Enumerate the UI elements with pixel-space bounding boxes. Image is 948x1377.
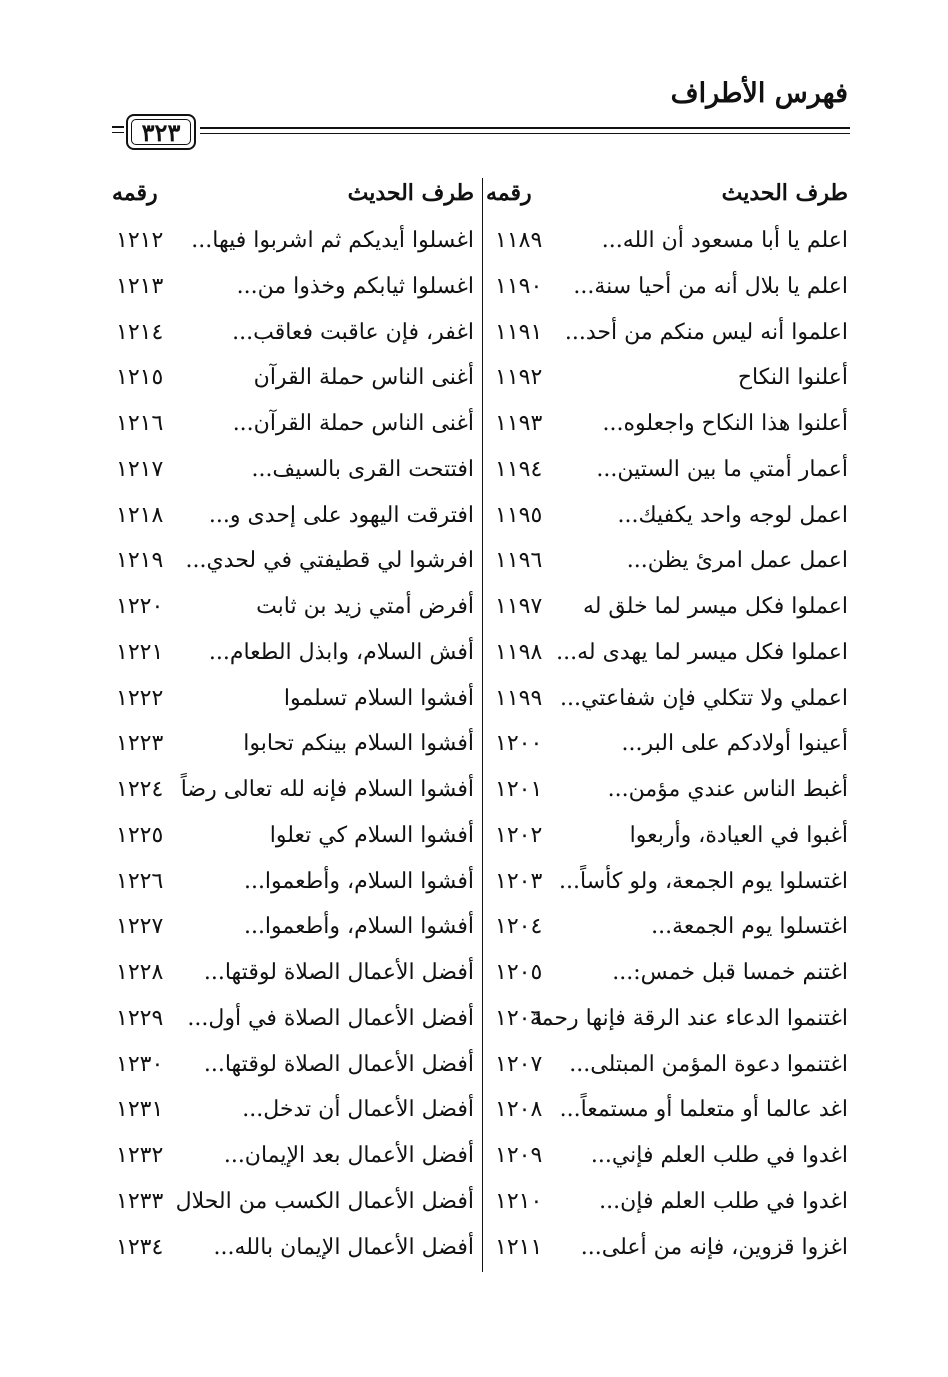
left-hadith-text: أفرض أمتي زيد بن ثابت (256, 594, 474, 619)
right-hadith-text: اعمل لوجه واحد يكفيك... (617, 503, 848, 528)
left-hadith-text: أفشوا السلام، وأطعموا... (243, 869, 474, 894)
left-hadith-text: أفشوا السلام تسلموا (283, 686, 474, 711)
left-hadith-number: ١٢٣٢ (116, 1143, 164, 1168)
left-hadith-number: ١٢٢٣ (116, 731, 164, 756)
page-number: ٣٢٣ (126, 114, 196, 150)
right-hadith-number: ١١٩٧ (495, 594, 543, 619)
header-dash-thin (112, 132, 124, 133)
right-hadith-text: اعلم يا أبا مسعود أن الله... (601, 228, 848, 253)
left-hadith-number: ١٢٢٥ (116, 823, 164, 848)
left-hadith-number: ١٢٣٣ (116, 1189, 164, 1214)
left-hadith-text: اغفر، فإن عاقبت فعاقب... (232, 320, 474, 345)
left-hadith-text: افتتحت القرى بالسيف... (251, 457, 474, 482)
left-hadith-number: ١٢٢٧ (116, 914, 164, 939)
left-hadith-number: ١٢٢٦ (116, 869, 164, 894)
right-hadith-number: ١١٩٠ (495, 274, 543, 299)
right-hadith-number: ١٢٠٣ (495, 869, 543, 894)
left-hadith-text: أفضل الأعمال الكسب من الحلال (175, 1189, 474, 1214)
right-hadith-header: طرف الحديث (721, 180, 848, 206)
right-hadith-text: اغدوا في طلب العلم فإني... (590, 1143, 848, 1168)
left-hadith-number: ١٢١٢ (116, 228, 164, 253)
left-hadith-number: ١٢٢١ (116, 640, 164, 665)
left-hadith-text: أفضل الأعمال أن تدخل... (242, 1097, 474, 1122)
right-hadith-number: ١٢٠٦ (495, 1006, 543, 1031)
left-hadith-text: أفضل الأعمال الإيمان بالله... (213, 1235, 474, 1260)
right-hadith-number: ١٢٠٢ (495, 823, 543, 848)
left-hadith-text: أفش السلام، وابذل الطعام... (208, 640, 474, 665)
left-hadith-text: افرشوا لي قطيفتي في لحدي... (185, 548, 474, 573)
left-hadith-number: ١٢٣٠ (116, 1052, 164, 1077)
left-hadith-number: ١٢١٥ (116, 365, 164, 390)
left-hadith-number: ١٢١٨ (116, 503, 164, 528)
left-hadith-text: أفضل الأعمال بعد الإيمان... (223, 1143, 474, 1168)
right-hadith-text: اغد عالما أو متعلما أو مستمعاً... (559, 1097, 848, 1122)
right-hadith-number: ١١٩٦ (495, 548, 543, 573)
right-hadith-text: اعلموا أنه ليس منكم من أحد... (564, 320, 848, 345)
right-hadith-number: ١١٩٨ (495, 640, 543, 665)
left-hadith-number: ١٢١٣ (116, 274, 164, 299)
right-hadith-text: أعينوا أولادكم على البر... (621, 731, 848, 756)
right-hadith-number: ١١٩٢ (495, 365, 543, 390)
right-hadith-number: ١٢٠٨ (495, 1097, 543, 1122)
left-hadith-number: ١٢٣١ (116, 1097, 164, 1122)
right-hadith-number: ١٢٠٤ (495, 914, 543, 939)
left-hadith-text: أغنى الناس حملة القرآن... (232, 411, 474, 436)
right-hadith-text: اغدوا في طلب العلم فإن... (599, 1189, 848, 1214)
right-hadith-text: اعلم يا بلال أنه من أحيا سنة... (573, 274, 848, 299)
left-hadith-text: أفشوا السلام فإنه لله تعالى رضاً (180, 777, 474, 802)
left-hadith-text: أفضل الأعمال الصلاة لوقتها... (203, 1052, 474, 1077)
left-hadith-number: ١٢٢٩ (116, 1006, 164, 1031)
right-hadith-text: أغبط الناس عندي مؤمن... (607, 777, 848, 802)
right-hadith-text: اغتسلوا يوم الجمعة، ولو كأساً... (559, 869, 848, 894)
right-hadith-text: اعملوا فكل ميسر لما يهدى له... (556, 640, 848, 665)
right-hadith-text: اعمل عمل امرئ يظن... (626, 548, 848, 573)
right-hadith-text: أغبوا في العيادة، وأربعوا (629, 823, 848, 848)
right-hadith-number: ١٢١٠ (495, 1189, 543, 1214)
right-hadith-number: ١٢٠٠ (495, 731, 543, 756)
right-hadith-text: اعملي ولا تتكلي فإن شفاعتي... (560, 686, 848, 711)
right-hadith-text: اغتنم خمسا قبل خمس:... (612, 960, 848, 985)
header-dash (112, 126, 124, 128)
right-hadith-number: ١١٩٥ (495, 503, 543, 528)
right-hadith-number: ١١٩٩ (495, 686, 543, 711)
right-number-header: رقمه (486, 180, 532, 206)
header-rule (200, 127, 850, 129)
left-hadith-text: أفشوا السلام كي تعلوا (269, 823, 474, 848)
right-hadith-number: ١٢٠١ (495, 777, 543, 802)
left-hadith-number: ١٢٢٨ (116, 960, 164, 985)
left-hadith-text: اغسلوا أيديكم ثم اشربوا فيها... (191, 228, 474, 253)
left-hadith-header: طرف الحديث (347, 180, 474, 206)
right-hadith-number: ١١٩١ (495, 320, 543, 345)
right-hadith-number: ١١٨٩ (495, 228, 543, 253)
right-hadith-text: اغتسلوا يوم الجمعة... (651, 914, 848, 939)
left-hadith-number: ١٢١٩ (116, 548, 164, 573)
right-hadith-text: أعمار أمتي ما بين الستين... (596, 457, 848, 482)
right-hadith-text: أعلنوا هذا النكاح واجعلوه... (602, 411, 848, 436)
right-hadith-number: ١٢٠٧ (495, 1052, 543, 1077)
right-hadith-text: اغتنموا الدعاء عند الرقة فإنها رحمة (529, 1006, 848, 1031)
header-rule-thin (200, 133, 850, 134)
right-hadith-number: ١٢٠٩ (495, 1143, 543, 1168)
left-hadith-number: ١٢٢٤ (116, 777, 164, 802)
left-hadith-number: ١٢٢٢ (116, 686, 164, 711)
right-hadith-number: ١١٩٣ (495, 411, 543, 436)
right-hadith-text: اغتنموا دعوة المؤمن المبتلى... (569, 1052, 848, 1077)
left-hadith-number: ١٢١٤ (116, 320, 164, 345)
right-hadith-number: ١٢١١ (495, 1235, 543, 1260)
right-hadith-text: اعملوا فكل ميسر لما خلق له (582, 594, 848, 619)
left-hadith-text: أفضل الأعمال الصلاة في أول... (187, 1006, 474, 1031)
left-number-header: رقمه (112, 180, 158, 206)
left-hadith-text: أغنى الناس حملة القرآن (253, 365, 474, 390)
left-hadith-number: ١٢١٧ (116, 457, 164, 482)
right-hadith-text: أعلنوا النكاح (737, 365, 848, 390)
page-title: فهرس الأطراف (670, 78, 848, 109)
left-hadith-text: أفشوا السلام، وأطعموا... (243, 914, 474, 939)
right-hadith-text: اغزوا قزوين، فإنه من أعلى... (580, 1235, 848, 1260)
left-hadith-number: ١٢١٦ (116, 411, 164, 436)
left-hadith-number: ١٢٣٤ (116, 1235, 164, 1260)
left-hadith-text: أفضل الأعمال الصلاة لوقتها... (203, 960, 474, 985)
left-hadith-text: أفشوا السلام بينكم تحابوا (243, 731, 474, 756)
left-hadith-text: اغسلوا ثيابكم وخذوا من... (236, 274, 474, 299)
right-hadith-number: ١١٩٤ (495, 457, 543, 482)
right-hadith-number: ١٢٠٥ (495, 960, 543, 985)
column-divider (482, 178, 483, 1272)
left-hadith-number: ١٢٢٠ (116, 594, 164, 619)
left-hadith-text: افترقت اليهود على إحدى و... (208, 503, 474, 528)
